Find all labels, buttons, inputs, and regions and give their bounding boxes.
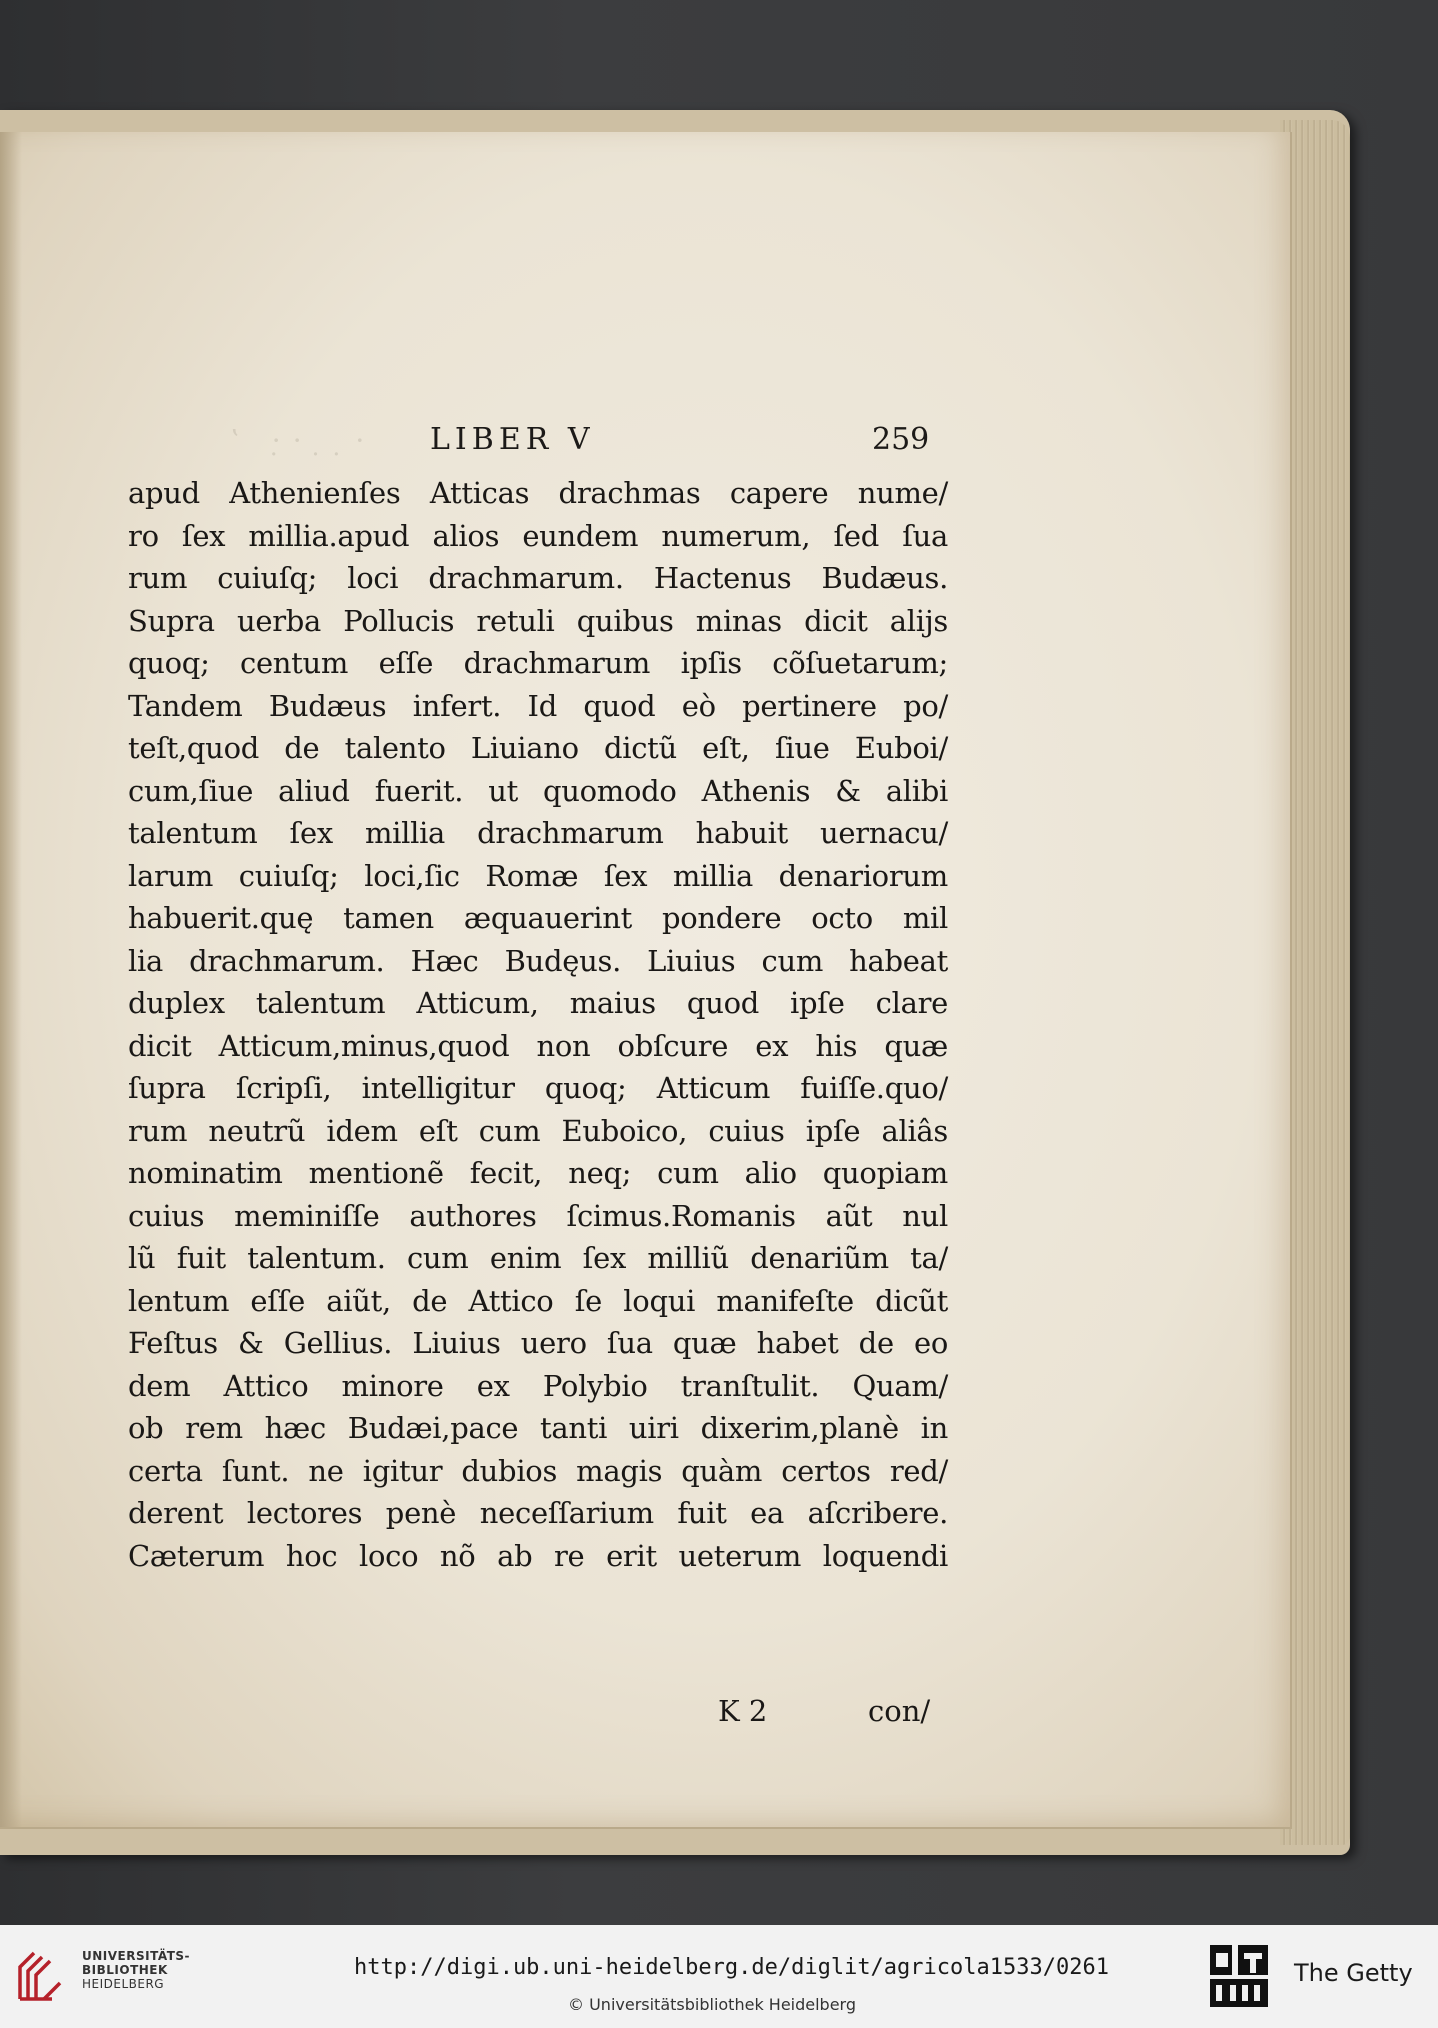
text-line: dicit Atticum,minus,quod non obſcure ex his quæ — [128, 1028, 948, 1063]
text-line: ſupra ſcripſi, intelligitur quoq; Atticum fuiſſe.quo/ — [128, 1071, 948, 1105]
text-line: Cæterum hoc loco nõ ab re erit ueterum loquendi — [128, 1538, 948, 1573]
text-line: rum cuiuſq; loci drachmarum. Hactenus Budæus. — [128, 561, 948, 595]
text-line: dem Attico minore ex Polybio tranſtulit. Quam/ — [128, 1368, 948, 1403]
library-name-line: HEIDELBERG — [82, 1977, 165, 1991]
text-block — [128, 472, 948, 1577]
text-line: larum cuiuſq; loci,ſic Romæ ſex millia denariorum — [128, 858, 948, 893]
text-line: nominatim mentionẽ fecit, neq; cum alio quopiam — [128, 1156, 948, 1190]
text-line: Supra uerba Pollucis retuli quibus minas dicit alijs — [128, 603, 948, 638]
library-name-line: UNIVERSITÄTS- — [82, 1949, 191, 1963]
text-line: lũ fuit talentum. cum enim ſex milliũ denariũm ta/ — [128, 1241, 948, 1275]
signature-line — [0, 1694, 960, 1738]
text-line: Tandem Budæus infert. Id quod eò pertinere po/ — [128, 688, 948, 723]
library-name-line: BIBLIOTHEK — [82, 1963, 168, 1977]
page-gutter — [0, 132, 22, 1827]
text-line: cum,ſiue aliud fuerit. ut quomodo Athenis & alibi — [128, 773, 948, 808]
partner-name[interactable]: The Getty — [1294, 1959, 1413, 1987]
text-line: lia drachmarum. Hæc Budęus. Liuius cum habeat — [128, 943, 948, 978]
text-line: certa ſunt. ne igitur dubios magis quàm certos red/ — [128, 1453, 948, 1488]
text-line: habuerit.quę tamen æquauerint pondere octo mil — [128, 901, 948, 935]
page-number: 259 — [872, 422, 930, 457]
text-line: teſt,quod de talento Liuiano dictũ eſt, ſiue Euboi/ — [128, 731, 948, 765]
text-line: cuius meminiſſe authores ſcimus.Romanis aũt nul — [128, 1198, 948, 1233]
getty-logo-icon[interactable] — [1208, 1943, 1270, 2009]
running-title: LIBER V — [430, 422, 595, 457]
text-line: ro ſex millia.apud alios eundem numerum, ſed ſua — [128, 518, 948, 553]
library-name[interactable] — [82, 1949, 190, 1991]
book-page — [0, 132, 1292, 1829]
text-line: derent lectores penè neceſſarium fuit ea aſcribere. — [128, 1496, 948, 1530]
show-through-text: ʽ ·̣· ̣ ̣· — [230, 424, 377, 457]
permalink-url[interactable]: http://digi.ub.uni-heidelberg.de/diglit/agricola1533/0261 — [354, 1955, 1109, 1980]
text-line: ob rem hæc Budæi,pace tanti uiri dixerim,planè in — [128, 1411, 948, 1445]
catchword: con/ — [868, 1694, 931, 1728]
text-line: apud Athenienſes Atticas drachmas capere nume/ — [128, 476, 948, 510]
text-line: talentum ſex millia drachmarum habuit uernacu/ — [128, 816, 948, 850]
viewer-footer — [0, 1925, 1438, 2028]
text-line: quoq; centum eſſe drachmarum ipſis cõſuetarum; — [128, 646, 948, 680]
ub-heidelberg-logo-icon[interactable] — [14, 1945, 72, 2005]
text-line: duplex talentum Atticum, maius quod ipſe clare — [128, 986, 948, 1020]
text-line: rum neutrũ idem eſt cum Euboico, cuius ipſe aliâs — [128, 1113, 948, 1148]
signature-mark: K 2 — [718, 1694, 768, 1728]
copyright-notice: © Universitätsbibliothek Heidelberg — [568, 1995, 857, 2014]
text-line: lentum eſſe aiũt, de Attico ſe loqui manifeſte dicũt — [128, 1283, 948, 1318]
text-line: Feſtus & Gellius. Liuius uero ſua quæ habet de eo — [128, 1326, 948, 1360]
